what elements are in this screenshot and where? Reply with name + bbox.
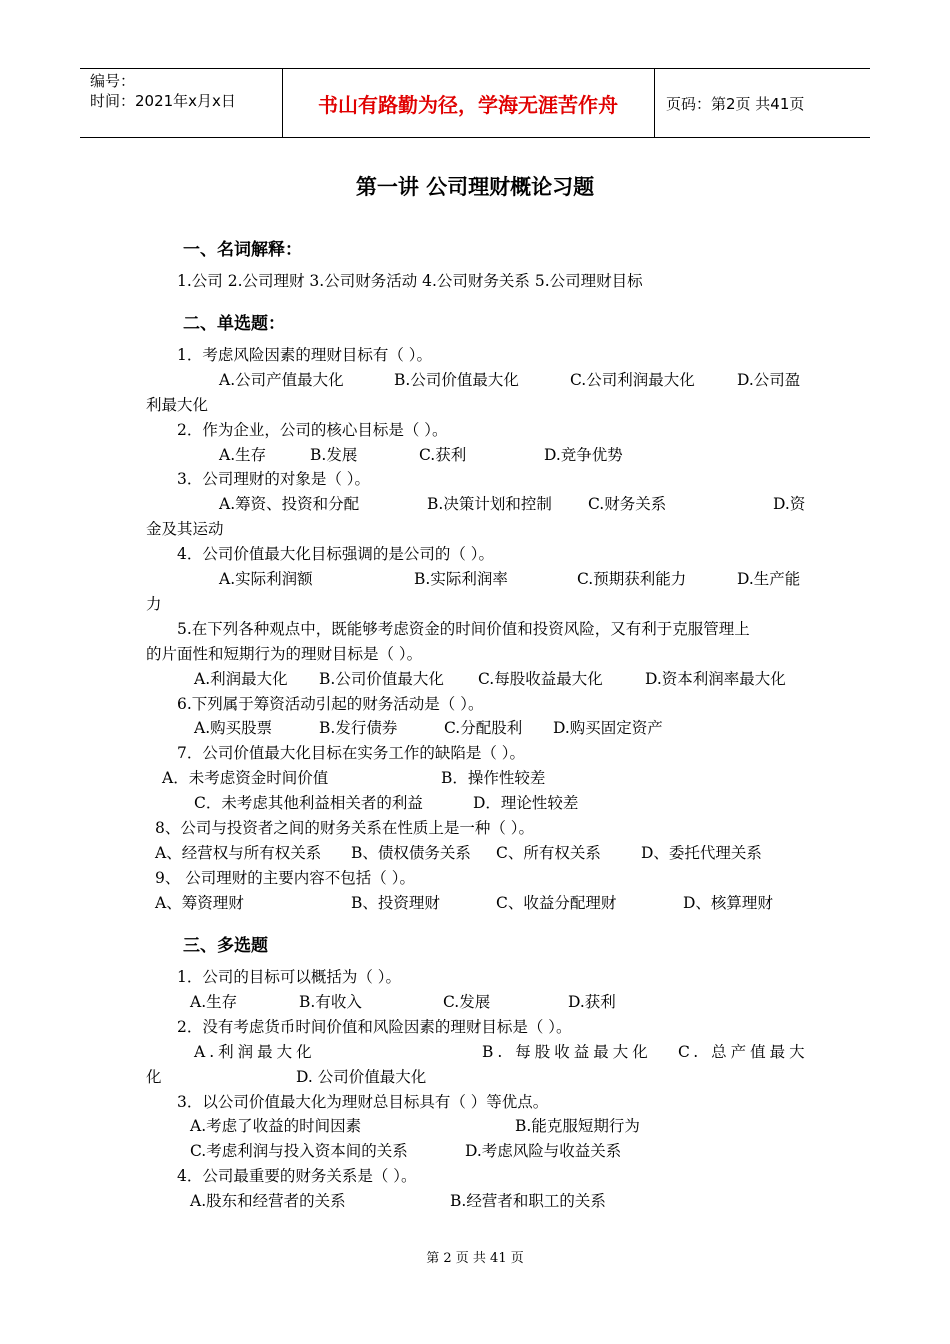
question: 5.在下列各种观点中，既能够考虑资金的时间价值和投资风险，又有利于克服管理上	[177, 620, 750, 638]
option: C.公司利润最大化	[570, 371, 695, 389]
option-wrap: 金及其运动	[146, 520, 224, 538]
question: 4．公司价值最大化目标强调的是公司的（ ）。	[177, 545, 495, 563]
option: A、经营权与所有权关系	[155, 844, 322, 862]
option: A.筹资、投资和分配	[219, 495, 360, 513]
option: B、债权债务关系	[351, 844, 471, 862]
question: 6.下列属于筹资活动引起的财务活动是（ ）。	[177, 695, 484, 713]
option: D.竞争优势	[544, 446, 623, 464]
option: D. 公司价值最大化	[296, 1068, 427, 1086]
question: 2．作为企业，公司的核心目标是（ ）。	[177, 421, 448, 439]
option: A.公司产值最大化	[219, 371, 344, 389]
option: A.考虑了收益的时间因素	[190, 1117, 362, 1135]
option: C．未考虑其他利益相关者的利益	[194, 794, 423, 812]
option: D.生产能	[737, 570, 801, 588]
option: C.预期获利能力	[577, 570, 687, 588]
option: A.股东和经营者的关系	[190, 1192, 346, 1210]
page-title: 第一讲 公司理财概论习题	[355, 175, 595, 199]
option: D．理论性较差	[473, 794, 579, 812]
option: D.资本利润率最大化	[645, 670, 786, 688]
option: D.资	[773, 495, 806, 513]
option: A.购买股票	[194, 719, 273, 737]
option: C.获利	[419, 446, 467, 464]
question: 9、 公司理财的主要内容不包括（ ）。	[155, 869, 415, 887]
option: D、委托代理关系	[641, 844, 762, 862]
option: B.发展	[310, 446, 358, 464]
option: B.有收入	[299, 993, 362, 1011]
option: B. 每股收益最大化	[482, 1043, 652, 1061]
section-heading-single: 二、单选题：	[183, 314, 285, 334]
question: 7．公司价值最大化目标在实务工作的缺陷是（ ）。	[177, 744, 526, 762]
header-page-number: 页码：第2页 共41页	[666, 95, 805, 113]
page-footer: 第 2 页 共 41 页	[426, 1251, 524, 1266]
option: B.决策计划和控制	[427, 495, 552, 513]
option: A.利润最大化	[194, 1043, 316, 1061]
option: C.考虑利润与投入资本间的关系	[190, 1142, 408, 1160]
page-header	[80, 68, 870, 138]
option: D.获利	[568, 993, 616, 1011]
option: D.考虑风险与收益关系	[465, 1142, 622, 1160]
option: C.发展	[443, 993, 491, 1011]
option: B.能克服短期行为	[515, 1117, 640, 1135]
option: D.公司盈	[737, 371, 801, 389]
header-motto: 书山有路勤为径，学海无涯苦作舟	[318, 93, 618, 117]
question: 4．公司最重要的财务关系是（ ）。	[177, 1167, 417, 1185]
option: C.每股收益最大化	[478, 670, 603, 688]
question: 的片面性和短期行为的理财目标是（ ）。	[146, 645, 423, 663]
question: 2．没有考虑货币时间价值和风险因素的理财目标是（ ）。	[177, 1018, 572, 1036]
option: C. 总产值最大	[678, 1043, 809, 1061]
question: 3．以公司价值最大化为理财总目标具有（ ）等优点。	[177, 1093, 549, 1111]
section-heading-terms: 一、名词解释：	[183, 240, 302, 260]
option: A．未考虑资金时间价值	[162, 769, 329, 787]
option: A.实际利润额	[219, 570, 313, 588]
option: D.购买固定资产	[553, 719, 663, 737]
option: A.利润最大化	[194, 670, 288, 688]
number-label: 编号：	[90, 72, 136, 90]
option: B.经营者和职工的关系	[450, 1192, 606, 1210]
option: A.生存	[219, 446, 267, 464]
question: 1．公司的目标可以概括为（ ）。	[177, 968, 402, 986]
option: C.财务关系	[588, 495, 667, 513]
time-label: 时间：2021年x月x日	[90, 92, 236, 110]
question: 3．公司理财的对象是（ ）。	[177, 470, 371, 488]
option: A.生存	[190, 993, 238, 1011]
header-meta	[90, 71, 236, 111]
option: B．操作性较差	[441, 769, 546, 787]
header-divider	[654, 69, 655, 137]
option: B、投资理财	[351, 894, 440, 912]
option: B.发行债券	[319, 719, 398, 737]
option: B.公司价值最大化	[319, 670, 444, 688]
terms-list: 1.公司 2.公司理财 3.公司财务活动 4.公司财务关系 5.公司理财目标	[177, 272, 643, 290]
option-wrap: 利最大化	[146, 396, 209, 414]
option: B.公司价值最大化	[394, 371, 519, 389]
option: C、收益分配理财	[496, 894, 617, 912]
option: A、筹资理财	[155, 894, 244, 912]
question: 1．考虑风险因素的理财目标有（ ）。	[177, 346, 433, 364]
option: C、所有权关系	[496, 844, 601, 862]
option-wrap: 力	[146, 595, 162, 613]
option: B.实际利润率	[414, 570, 508, 588]
option-wrap: 化	[146, 1068, 162, 1086]
option: D、核算理财	[683, 894, 773, 912]
section-heading-multi: 三、多选题	[183, 936, 268, 956]
question: 8、公司与投资者之间的财务关系在性质上是一种（ ）。	[155, 819, 535, 837]
option: C.分配股利	[444, 719, 523, 737]
